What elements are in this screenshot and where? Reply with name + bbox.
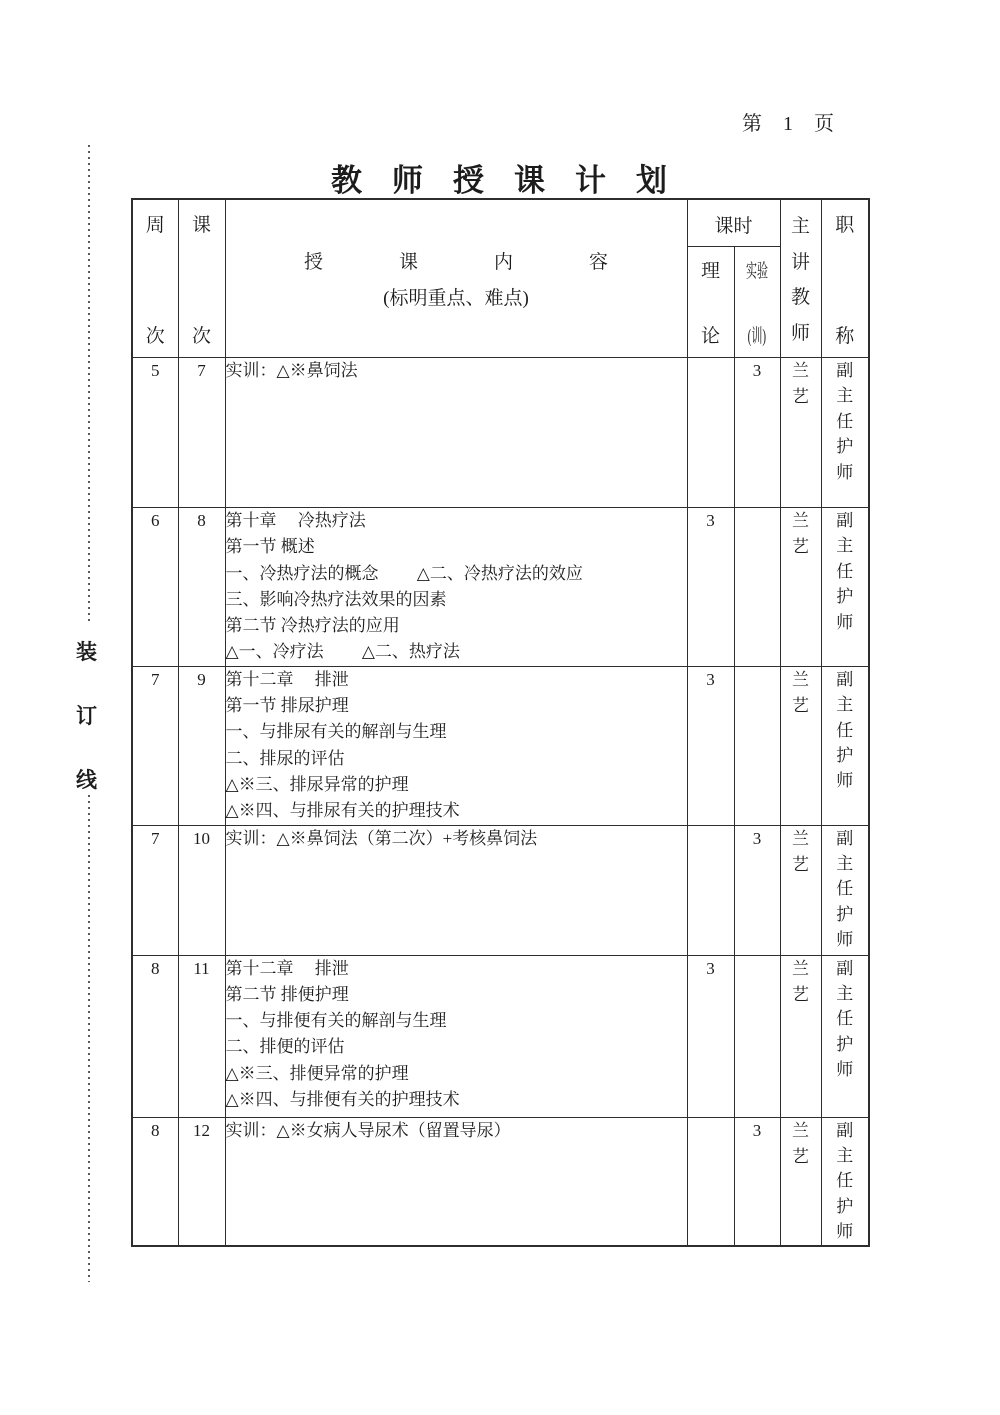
content-line: 第一节 概述 <box>225 537 315 557</box>
vertical-char: 主 <box>791 216 811 237</box>
content-line: 第十章 冷热疗法 <box>225 511 366 530</box>
lesson-header-chars <box>179 200 225 357</box>
lesson-cell: 7 <box>178 358 225 508</box>
table-row <box>132 358 869 508</box>
content-line: 一、冷热疗法的概念 △二、冷热疗法的效应 <box>225 563 583 583</box>
content-cell <box>225 825 687 955</box>
job-title-cell <box>821 666 869 825</box>
content-header-title: 授课内容 <box>303 252 684 273</box>
vertical-char: 次 <box>191 326 211 347</box>
week-header-chars <box>133 200 178 357</box>
content-cell <box>225 955 687 1117</box>
lesson-cell: 12 <box>178 1117 225 1246</box>
theory-hours-cell: 3 <box>687 508 734 667</box>
vertical-char: 兰 <box>792 511 810 530</box>
content-line: △※三、排便异常的护理 <box>225 1063 409 1083</box>
vertical-char: 艺 <box>792 1146 810 1166</box>
page-title: 教师授课计划 <box>331 163 697 198</box>
vertical-char: 艺 <box>792 984 810 1004</box>
vertical-char: 师 <box>836 1222 854 1242</box>
content-line: 一、与排便有关的解剖与生理 <box>225 1011 447 1031</box>
vertical-char: 副 <box>836 669 854 689</box>
content-line: 一、与排尿有关的解剖与生理 <box>225 722 447 742</box>
content-line: 三、影响冷热疗法效果的因素 <box>225 589 447 609</box>
vertical-char: 任 <box>836 879 854 899</box>
vertical-char: 副 <box>836 958 854 978</box>
practice-hours-cell: 3 <box>734 1117 780 1246</box>
vertical-char: 副 <box>836 1120 854 1140</box>
content-line: 实训：△※鼻饲法 <box>225 361 358 380</box>
week-header <box>132 199 178 358</box>
vertical-char: 任 <box>836 561 854 581</box>
content-line: 第一节 排尿护理 <box>225 696 349 716</box>
teacher-header <box>780 199 821 358</box>
theory-hours-cell <box>687 358 734 508</box>
vertical-char: 论 <box>700 325 720 347</box>
vertical-char: 装 <box>76 640 97 664</box>
vertical-char: 主 <box>836 853 854 873</box>
vertical-char: 兰 <box>792 958 810 978</box>
teacher-cell <box>780 955 821 1117</box>
vertical-char: 师 <box>836 930 854 950</box>
content-line: 第二节 冷热疗法的应用 <box>225 616 400 636</box>
vertical-char: 副 <box>836 511 854 530</box>
binding-line-label <box>76 636 97 794</box>
vertical-char: 讲 <box>791 251 811 273</box>
content-line: 实训：△※鼻饲法（第二次）+考核鼻饲法 <box>225 828 538 848</box>
content-header-subtitle: (标明重点、难点) <box>383 288 529 309</box>
content-cell <box>225 666 687 825</box>
practice-header-chars <box>735 247 780 357</box>
teacher-cell <box>780 825 821 955</box>
job-title-header-chars <box>822 200 869 357</box>
vertical-char: 师 <box>836 612 854 632</box>
vertical-char: 艺 <box>792 695 810 715</box>
job-title-header <box>821 199 869 358</box>
content-cell <box>225 358 687 508</box>
vertical-char: 兰 <box>792 669 810 689</box>
content-line: 实训：△※女病人导尿术（留置导尿） <box>225 1120 511 1140</box>
vertical-char: 兰 <box>792 361 810 380</box>
vertical-char: (训) <box>747 325 767 347</box>
job-title-cell <box>821 358 869 508</box>
vertical-char: 护 <box>836 1034 854 1054</box>
lesson-cell: 8 <box>178 508 225 667</box>
vertical-char: 艺 <box>792 537 810 556</box>
job-title-cell <box>821 825 869 955</box>
practice-hours-cell <box>734 666 780 825</box>
week-cell: 5 <box>132 358 178 508</box>
week-cell: 8 <box>132 1117 178 1246</box>
table-row <box>132 508 869 667</box>
vertical-char: 护 <box>836 904 854 924</box>
job-title-cell <box>821 955 869 1117</box>
content-line: △※四、与排尿有关的护理技术 <box>225 801 460 821</box>
content-line: 第十二章 排泄 <box>225 669 349 689</box>
content-line: △一、冷疗法 △二、热疗法 <box>225 642 460 662</box>
vertical-char: 任 <box>836 411 854 431</box>
practice-hours-header <box>734 246 780 357</box>
teacher-cell <box>780 666 821 825</box>
vertical-char: 主 <box>836 1145 854 1165</box>
vertical-char: 任 <box>836 1009 854 1029</box>
vertical-char: 主 <box>836 983 854 1003</box>
content-line: 第十二章 排泄 <box>225 958 349 978</box>
vertical-char: 理 <box>700 260 720 282</box>
lesson-cell: 11 <box>178 955 225 1117</box>
vertical-char: 护 <box>836 437 854 457</box>
theory-hours-cell <box>687 825 734 955</box>
theory-header-chars <box>688 247 734 357</box>
theory-hours-cell <box>687 1117 734 1246</box>
vertical-char: 护 <box>836 587 854 607</box>
content-line: △※三、排尿异常的护理 <box>225 774 409 794</box>
job-title-cell <box>821 508 869 667</box>
table-row <box>132 1117 869 1246</box>
teacher-cell <box>780 1117 821 1246</box>
vertical-char: 兰 <box>792 828 810 848</box>
vertical-char: 职 <box>835 215 855 236</box>
practice-hours-cell: 3 <box>734 825 780 955</box>
week-cell: 8 <box>132 955 178 1117</box>
hours-header-label: 课时 <box>714 216 753 237</box>
teaching-plan-table <box>131 198 870 1247</box>
vertical-char: 教 <box>791 287 811 309</box>
content-line: 第二节 排便护理 <box>225 984 349 1004</box>
vertical-char: 任 <box>836 720 854 740</box>
vertical-char: 称 <box>835 326 855 347</box>
week-cell: 6 <box>132 508 178 667</box>
vertical-char: 师 <box>791 322 811 344</box>
lesson-cell: 9 <box>178 666 225 825</box>
content-line: △※四、与排便有关的护理技术 <box>225 1090 460 1110</box>
vertical-char: 护 <box>836 746 854 765</box>
vertical-char: 师 <box>836 1060 854 1080</box>
hours-header <box>687 199 780 246</box>
lesson-header <box>178 199 225 358</box>
week-cell: 7 <box>132 666 178 825</box>
vertical-char: 师 <box>836 462 854 482</box>
content-line: 二、排便的评估 <box>225 1037 345 1057</box>
content-cell <box>225 508 687 667</box>
vertical-char: 兰 <box>792 1120 810 1140</box>
plan-table-body <box>132 358 869 1246</box>
binding-dotted-line-top <box>88 145 90 622</box>
vertical-char: 课 <box>191 215 211 236</box>
practice-hours-cell: 3 <box>734 358 780 508</box>
teacher-header-chars <box>781 200 821 356</box>
binding-dotted-line-bottom <box>88 795 90 1282</box>
week-cell: 7 <box>132 825 178 955</box>
vertical-char: 周 <box>145 215 165 236</box>
practice-hours-cell <box>734 955 780 1117</box>
vertical-char: 主 <box>836 386 854 406</box>
vertical-char: 艺 <box>792 387 810 406</box>
vertical-char: 护 <box>836 1196 854 1216</box>
vertical-char: 线 <box>76 768 97 792</box>
vertical-char: 次 <box>145 326 165 347</box>
job-title-cell <box>821 1117 869 1246</box>
table-row <box>132 825 869 955</box>
vertical-char: 副 <box>836 828 854 848</box>
table-row <box>132 666 869 825</box>
teacher-cell <box>780 358 821 508</box>
practice-hours-cell <box>734 508 780 667</box>
teacher-cell <box>780 508 821 667</box>
page-number: 第 1 页 <box>742 113 835 135</box>
vertical-char: 师 <box>836 771 854 791</box>
vertical-char: 主 <box>836 536 854 556</box>
content-header <box>225 199 687 358</box>
vertical-char: 艺 <box>792 854 810 874</box>
vertical-char: 任 <box>836 1171 854 1191</box>
theory-hours-header <box>687 246 734 357</box>
content-header-block <box>226 200 687 357</box>
vertical-char: 副 <box>836 361 854 380</box>
lesson-cell: 10 <box>178 825 225 955</box>
vertical-char: 实验 <box>745 260 769 282</box>
content-cell <box>225 1117 687 1246</box>
vertical-char: 主 <box>836 695 854 715</box>
vertical-char: 订 <box>76 704 97 728</box>
theory-hours-cell: 3 <box>687 955 734 1117</box>
theory-hours-cell: 3 <box>687 666 734 825</box>
content-line: 二、排尿的评估 <box>225 748 345 768</box>
table-row <box>132 955 869 1117</box>
